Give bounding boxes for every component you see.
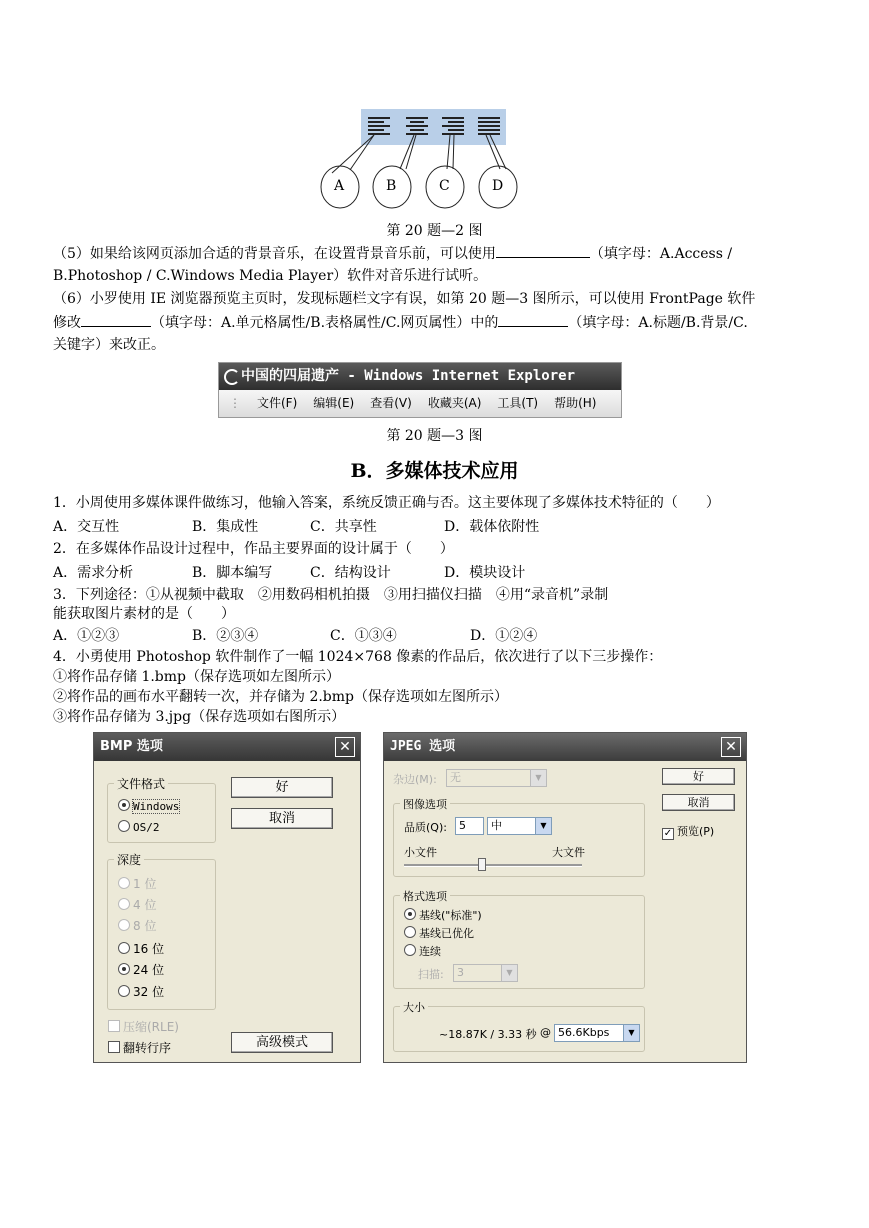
alignment-figure — [310, 105, 530, 217]
image-options-label: 图像选项 — [400, 796, 450, 812]
callout-a: A — [334, 178, 345, 194]
depth-label: 深度 — [114, 851, 144, 868]
q3-option-c: C．①③④ — [330, 628, 397, 644]
q6-line2: 修改 （填字母：A.单元格属性/B.表格属性/C.网页属性）中的 （填字母：A.标题/B.背景/C. — [53, 312, 748, 333]
ie-window-figure — [218, 362, 622, 418]
size-label: 大小 — [400, 999, 428, 1015]
jpeg-ok-button[interactable]: 好 — [662, 768, 735, 785]
preview-checkbox[interactable]: ✓ 预览(P) — [663, 825, 715, 839]
file-format-group — [107, 783, 216, 843]
q2-option-d: D．模块设计 — [444, 565, 526, 581]
depth-32bit-radio[interactable]: 32 位 — [118, 983, 164, 1000]
large-file-label: 大文件 — [552, 846, 585, 859]
scans-select[interactable]: 3 ▼ — [453, 964, 518, 982]
menu-grip-icon: ⋮ — [229, 396, 241, 410]
chevron-down-icon: ▼ — [530, 770, 546, 786]
q2-option-b: B．脚本编写 — [192, 565, 273, 581]
baseline-standard-radio[interactable]: 基线("标准") — [404, 907, 482, 923]
q3-stem: 3．下列途径：①从视频中截取 ②用数码相机拍摄 ③用扫描仪扫描 ④用“录音机”录制 — [53, 587, 609, 603]
q4-step3: ③将作品存储为 3.jpg（保存选项如右图所示） — [53, 709, 346, 725]
connection-speed-select[interactable]: 56.6Kbps ▼ — [554, 1024, 640, 1042]
radio-icon — [118, 942, 130, 954]
advanced-mode-button[interactable]: 高级模式 — [231, 1032, 333, 1053]
format-options-label: 格式选项 — [400, 888, 450, 904]
radio-selected-icon — [118, 963, 130, 975]
q3-option-a: A．①②③ — [53, 628, 120, 644]
q6-line3: 关键字）来改正。 — [53, 337, 165, 353]
format-os2-radio[interactable]: OS/2 — [118, 820, 160, 834]
size-estimate: ~18.87K / 3.33 秒 — [439, 1028, 537, 1041]
at-sign: @ — [540, 1026, 551, 1039]
compress-rle-checkbox[interactable]: 压缩(RLE) — [108, 1018, 179, 1035]
menu-favorites: 收藏夹(A) — [427, 396, 482, 410]
bmp-options-dialog — [93, 732, 361, 1063]
jpeg-title-bar: JPEG 选项 ✕ — [384, 733, 746, 761]
q1-option-c: C．共享性 — [310, 519, 377, 535]
scans-label: 扫描: — [418, 968, 444, 981]
radio-icon — [118, 919, 130, 931]
depth-4bit-radio[interactable]: 4 位 — [118, 896, 156, 913]
section-title: B．多媒体技术应用 — [350, 460, 519, 482]
q3-stem-2: 能获取图片素材的是（ ） — [53, 606, 235, 622]
flip-row-order-checkbox[interactable]: 翻转行序 — [108, 1039, 171, 1056]
q2-option-a: A．需求分析 — [53, 565, 134, 581]
quality-input[interactable]: 5 — [455, 817, 484, 835]
chevron-down-icon: ▼ — [623, 1025, 639, 1041]
q2-option-c: C．结构设计 — [310, 565, 391, 581]
progressive-radio[interactable]: 连续 — [404, 943, 441, 959]
radio-selected-icon — [118, 799, 130, 811]
q4-stem: 4．小勇使用 Photoshop 软件制作了一幅 1024×768 像素的作品后，依次进行了以下三步操作： — [53, 649, 663, 665]
q4-step1: ①将作品存储 1.bmp（保存选项如左图所示） — [53, 669, 341, 685]
q1-stem: 1．小周使用多媒体课件做练习，他输入答案，系统反馈正确与否。这主要体现了多媒体技术特征的（ ） — [53, 495, 720, 511]
q5-line1: （5）如果给该网页添加合适的背景音乐，在设置背景音乐前，可以使用 （填字母：A.Access / — [53, 243, 732, 264]
radio-icon — [118, 820, 130, 832]
quality-slider-track[interactable] — [404, 864, 582, 867]
menu-edit: 编辑(E) — [313, 396, 355, 410]
callout-c: C — [439, 178, 450, 194]
chevron-down-icon: ▼ — [501, 965, 517, 981]
q5-blank — [496, 243, 590, 258]
format-windows-radio[interactable]: Windows — [118, 799, 179, 813]
baseline-optimized-radio[interactable]: 基线已优化 — [404, 925, 474, 941]
small-file-label: 小文件 — [404, 846, 437, 859]
ie-menu-bar — [219, 390, 621, 417]
checkmark-icon: ✓ — [663, 828, 673, 839]
depth-16bit-radio[interactable]: 16 位 — [118, 940, 164, 957]
matte-label: 杂边(M): — [393, 773, 437, 786]
ie-title-bar: 中国的四届遗产 - Windows Internet Explorer — [219, 363, 621, 390]
ie-logo-icon — [224, 369, 240, 385]
q4-step2: ②将作品的画布水平翻转一次，并存储为 2.bmp（保存选项如左图所示） — [53, 689, 509, 705]
q6-blank1 — [81, 312, 151, 327]
menu-view: 查看(V) — [370, 396, 412, 410]
bmp-ok-button[interactable]: 好 — [231, 777, 333, 798]
menu-file: 文件(F) — [257, 396, 298, 410]
fig2-caption: 第 20 题—2 图 — [386, 223, 483, 239]
checkbox-icon — [108, 1041, 120, 1053]
radio-selected-icon — [404, 908, 416, 920]
radio-icon — [118, 877, 130, 889]
q2-stem: 2．在多媒体作品设计过程中，作品主要界面的设计属于（ ） — [53, 541, 454, 557]
close-icon[interactable]: ✕ — [721, 737, 741, 757]
callout-d: D — [492, 178, 504, 194]
bmp-cancel-button[interactable]: 取消 — [231, 808, 333, 829]
q3-option-b: B．②③④ — [192, 628, 259, 644]
depth-24bit-radio[interactable]: 24 位 — [118, 961, 164, 978]
quality-label: 品质(Q): — [404, 821, 447, 834]
q1-option-b: B．集成性 — [192, 519, 259, 535]
bmp-title-bar: BMP 选项 ✕ — [94, 733, 360, 761]
menu-tools: 工具(T) — [497, 396, 539, 410]
q1-option-d: D．载体依附性 — [444, 519, 540, 535]
jpeg-cancel-button[interactable]: 取消 — [662, 794, 735, 811]
depth-1bit-radio[interactable]: 1 位 — [118, 875, 156, 892]
fig3-caption: 第 20 题—3 图 — [386, 428, 483, 444]
menu-help: 帮助(H) — [554, 396, 597, 410]
radio-icon — [404, 926, 416, 938]
radio-icon — [404, 944, 416, 956]
quality-level-select[interactable]: 中 ▼ — [487, 817, 552, 835]
quality-slider-thumb[interactable] — [478, 858, 486, 871]
jpeg-options-dialog — [383, 732, 747, 1063]
q6-line1: （6）小罗使用 IE 浏览器预览主页时，发现标题栏文字有误，如第 20 题—3 图所示，可以使用 FrontPage 软件 — [53, 291, 756, 307]
depth-8bit-radio[interactable]: 8 位 — [118, 917, 156, 934]
radio-icon — [118, 898, 130, 910]
radio-icon — [118, 985, 130, 997]
q6-blank2 — [498, 312, 568, 327]
q3-option-d: D．①②④ — [470, 628, 538, 644]
q5-line2: B.Photoshop / C.Windows Media Player）软件对音乐进行试听。 — [53, 268, 488, 284]
callout-b: B — [386, 178, 397, 194]
close-icon[interactable]: ✕ — [335, 737, 355, 757]
matte-select[interactable]: 无 ▼ — [446, 769, 547, 787]
q1-option-a: A．交互性 — [53, 519, 120, 535]
checkbox-icon — [108, 1020, 120, 1032]
file-format-label: 文件格式 — [114, 775, 168, 792]
chevron-down-icon: ▼ — [535, 818, 551, 834]
